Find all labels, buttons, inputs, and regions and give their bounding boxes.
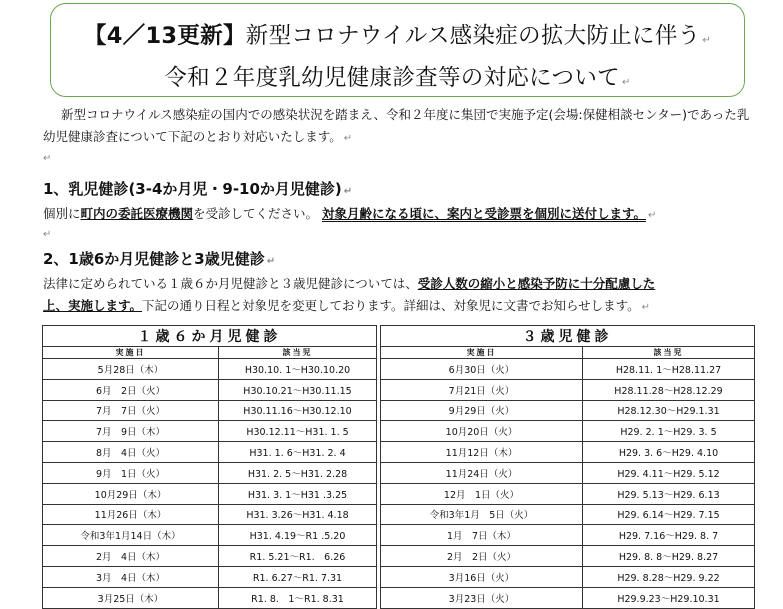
table-row [43,379,755,400]
target-range-3y: H29.9.23～H29.10.31 [583,587,755,608]
exam-date-18m: 7月 9日（木） [43,421,219,442]
table-row [43,546,755,567]
target-range-18m: H30.10.21～H30.11.15 [219,379,377,400]
target-range-18m: H30.12.11～H31. 1. 5 [219,421,377,442]
title-line-2: 令和２年度乳幼児健康診査等の対応について ↵ [164,65,631,91]
col-header-date: 実施日 [381,347,583,359]
exam-date-3y: 12月 1日（火） [381,483,583,504]
target-range-3y: H28.11.28～H28.12.29 [583,379,755,400]
exam-date-3y: 2月 2日（火） [381,546,583,567]
target-range-3y: H29. 7.16～H29. 8. 7 [583,525,755,546]
col-header-target: 該当児 [219,347,377,359]
target-range-3y: H29. 8. 8～H29. 8.27 [583,546,755,567]
section1-text-b: 町内の委託医療機関 [80,206,194,221]
target-range-18m: R1. 8. 1～R1. 8.31 [219,587,377,608]
target-range-3y: H29. 8.28～H29. 9.22 [583,566,755,587]
section1-text-a: 個別に [43,206,81,221]
section2-text-line2: 上、実施します。下記の通り日程と対象児を変更しております。詳細は、対象児に文書でお知らせします。 ↵ [43,298,651,313]
section2-text-c: 上、実施します。 [43,298,143,313]
section2-heading: 2、1歳6か月児健診と3歳児健診 ↵ [43,250,276,268]
exam-date-3y: 11月12日（木） [381,442,583,463]
target-range-3y: H29. 6.14～H29. 7.15 [583,504,755,525]
col-header-date: 実施日 [43,347,219,359]
section1-text: 個別に町内の委託医療機関を受診してください。 対象月齢になる頃に、案内と受診票を個別に送付します。 ↵ [43,206,657,221]
target-range-3y: H29. 5.13～H29. 6.13 [583,483,755,504]
update-tag: 【4／13更新】 [83,23,246,49]
table-row [43,359,755,380]
blank-line: ↵ [43,153,52,164]
exam-date-3y: 11月24日（火） [381,462,583,483]
exam-date-3y: 3月23日（火） [381,587,583,608]
schedule-table [42,325,755,609]
table-row [43,566,755,587]
group-header-3y: ３歳児健診 [381,326,755,347]
section1-text-c: を受診してください。 [193,206,319,221]
exam-date-18m: 令和3年1月14日（木） [43,525,219,546]
blank-line: ↵ [43,229,52,240]
target-range-3y: H28.11. 1～H28.11.27 [583,359,755,380]
exam-date-3y: 令和3年1月 5日（火） [381,504,583,525]
target-range-18m: H31. 3. 1～H31 .3.25 [219,483,377,504]
target-range-18m: R1. 5.21～R1. 6.26 [219,546,377,567]
exam-date-3y: 6月30日（火） [381,359,583,380]
table-row [43,587,755,608]
section1-heading-text: 1、乳児健診(3-4か月児・9-10か月児健診) [43,180,342,198]
section2-text-d: 下記の通り日程と対象児を変更しております。詳細は、対象児に文書でお知らせします。 [142,298,640,313]
target-range-18m: H31. 3.26～H31. 4.18 [219,504,377,525]
exam-date-3y: 9月29日（火） [381,400,583,421]
exam-date-18m: 3月25日（木） [43,587,219,608]
exam-date-3y: 3月16日（火） [381,566,583,587]
table-row [43,483,755,504]
target-range-3y: H29. 4.11～H29. 5.12 [583,462,755,483]
exam-date-18m: 11月26日（木） [43,504,219,525]
exam-date-18m: 10月29日（木） [43,483,219,504]
intro-text: 新型コロナウイルス感染症の国内での感染状況を踏まえ、令和２年度に集団で実施予定(会場:保健相談センター)であった乳幼児健康診査について下記のとおり対応いたします。 [43,107,750,144]
exam-date-18m: 3月 4日（木） [43,566,219,587]
section2-text-a: 法律に定められている１歳６か月児健診と３歳児健診については、 [43,276,418,291]
exam-date-3y: 1月 7日（木） [381,525,583,546]
exam-date-18m: 5月28日（木） [43,359,219,380]
table-row [43,400,755,421]
exam-date-18m: 6月 2日（火） [43,379,219,400]
exam-date-3y: 7月21日（火） [381,379,583,400]
title-line-1-text: 新型コロナウイルス感染症の拡大防止に伴う [245,23,701,49]
section1-text-d: 対象月齢になる頃に、案内と受診票を個別に送付します。 [322,206,647,221]
table-row [43,525,755,546]
exam-date-3y: 10月20日（火） [381,421,583,442]
target-range-3y: H28.12.30～H29.1.31 [583,400,755,421]
table-row [43,462,755,483]
target-range-3y: H29. 2. 1～H29. 3. 5 [583,421,755,442]
group-header-18m: １歳６か月児健診 [43,326,377,347]
exam-date-18m: 2月 4日（木） [43,546,219,567]
table-row [43,442,755,463]
target-range-18m: H31. 2. 5～H31. 2.28 [219,462,377,483]
target-range-18m: R1. 6.27～R1. 7.31 [219,566,377,587]
table-row [43,421,755,442]
intro-paragraph: 新型コロナウイルス感染症の国内での感染状況を踏まえ、令和２年度に集団で実施予定(会場:保健相談センター)であった乳幼児健康診査について下記のとおり対応いたします。 ↵ [43,107,750,144]
target-range-18m: H31. 1. 6～H31. 2. 4 [219,442,377,463]
exam-date-18m: 7月 7日（火） [43,400,219,421]
table-row [43,504,755,525]
col-header-target: 該当児 [583,347,755,359]
target-range-18m: H30.11.16～H30.12.10 [219,400,377,421]
title-line-1: 【4／13更新】新型コロナウイルス感染症の拡大防止に伴う ↵ [83,23,712,49]
target-range-3y: H29. 3. 6～H29. 4.10 [583,442,755,463]
section2-text-line1 [43,274,655,292]
target-range-18m: H31. 4.19～R1 .5.20 [219,525,377,546]
section2-heading-text: 2、1歳6か月児健診と3歳児健診 [43,250,265,268]
section1-heading: 1、乳児健診(3-4か月児・9-10か月児健診) ↵ [43,180,353,198]
exam-date-18m: 9月 1日（火） [43,462,219,483]
target-range-18m: H30.10. 1～H30.10.20 [219,359,377,380]
title-line-2-text: 令和２年度乳幼児健康診査等の対応について [164,65,620,91]
title-box [50,3,745,97]
exam-date-18m: 8月 4日（火） [43,442,219,463]
section2-text-b: 受診人数の縮小と感染予防に十分配慮した [417,276,656,291]
